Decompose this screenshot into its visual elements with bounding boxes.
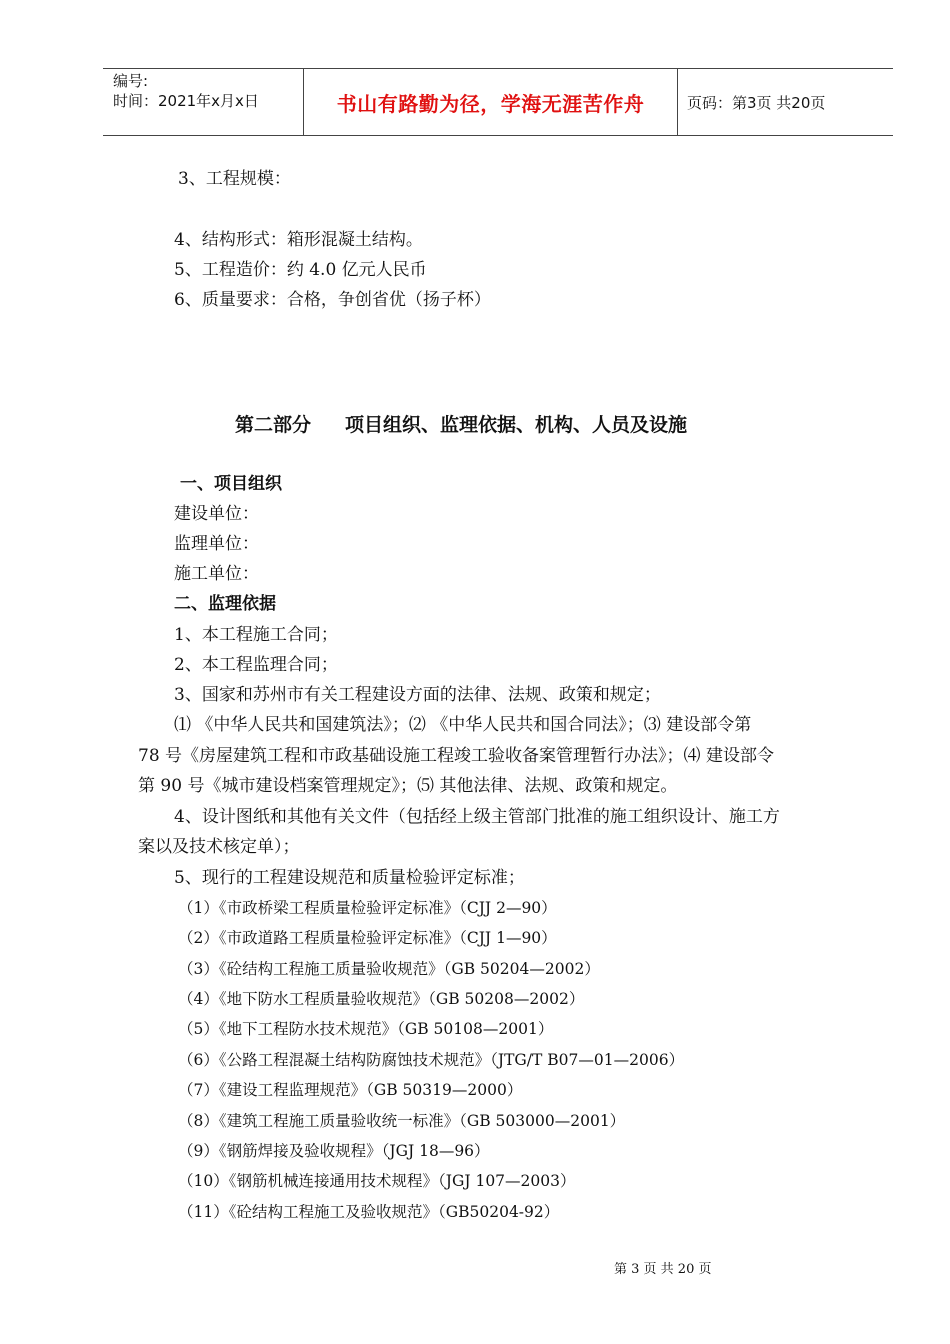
basis-item: 1、本工程施工合同； xyxy=(174,625,338,645)
builder-label: 建设单位： xyxy=(174,504,259,524)
standard-item: （4）《地下防水工程质量验收规范》（GB 50208—2002） xyxy=(178,990,585,1008)
header-divider xyxy=(677,69,678,135)
standard-item: （6）《公路工程混凝土结构防腐蚀技术规范》（JTG/T B07—01—2006） xyxy=(178,1051,685,1069)
time-label: 时间：2021年x月x日 xyxy=(113,92,259,110)
standard-item: （7）《建设工程监理规范》（GB 50319—2000） xyxy=(178,1081,523,1099)
basis-item-4-line: 案以及技术核定单）； xyxy=(138,837,300,857)
standard-item: （1）《市政桥梁工程质量检验评定标准》（CJJ 2—90） xyxy=(178,899,557,917)
section-heading-basis: 二、监理依据 xyxy=(174,594,276,614)
overview-item-4: 4、结构形式：箱形混凝土结构。 xyxy=(174,230,423,250)
part-number: 第二部分 xyxy=(235,414,312,436)
standard-item: （8）《建筑工程施工质量验收统一标准》（GB 503000—2001） xyxy=(178,1112,626,1130)
part-title xyxy=(235,410,687,437)
supervisor-label: 监理单位： xyxy=(174,534,259,554)
standard-item: （5）《地下工程防水技术规范》（GB 50108—2001） xyxy=(178,1020,554,1038)
basis-item: 2、本工程监理合同； xyxy=(174,655,338,675)
basis-item: 3、国家和苏州市有关工程建设方面的法律、法规、政策和规定； xyxy=(174,685,661,705)
overview-item-5: 5、工程造价：约 4.0 亿元人民币 xyxy=(174,260,427,280)
standard-item: （11）《砼结构工程施工及验收规范》（GB50204-92） xyxy=(178,1203,560,1221)
standard-item: （10）《钢筋机械连接通用技术规程》（JGJ 107—2003） xyxy=(178,1172,576,1190)
page-header xyxy=(103,68,893,136)
standard-item: （9）《钢筋焊接及验收规程》（JGJ 18—96） xyxy=(178,1142,490,1160)
section-heading-organization: 一、项目组织 xyxy=(180,474,282,494)
header-page-number: 页码：第3页 共20页 xyxy=(687,93,826,112)
overview-item-3: 3、工程规模： xyxy=(178,169,291,189)
constructor-label: 施工单位： xyxy=(174,564,259,584)
laws-line: ⑴ 《中华人民共和国建筑法》；⑵ 《中华人民共和国合同法》；⑶ 建设部令第 xyxy=(174,715,752,735)
header-motto: 书山有路勤为径，学海无涯苦作舟 xyxy=(336,91,645,116)
laws-line: 78 号《房屋建筑工程和市政基础设施工程竣工验收备案管理暂行办法》；⑷ 建设部令 xyxy=(138,746,774,766)
standard-item: （3）《砼结构工程施工质量验收规范》（GB 50204—2002） xyxy=(178,960,600,978)
number-label: 编号: xyxy=(113,72,149,90)
standard-item: （2）《市政道路工程质量检验评定标准》（CJJ 1—90） xyxy=(178,929,557,947)
page-footer: 第 3 页 共 20 页 xyxy=(614,1262,712,1277)
header-meta xyxy=(103,69,303,135)
laws-line: 第 90 号《城市建设档案管理规定》；⑸ 其他法律、法规、政策和规定。 xyxy=(138,776,678,796)
basis-item-4-line: 4、设计图纸和其他有关文件（包括经上级主管部门批准的施工组织设计、施工方 xyxy=(174,807,780,827)
overview-item-6: 6、质量要求：合格，争创省优（扬子杯） xyxy=(174,290,491,310)
basis-item-5: 5、现行的工程建设规范和质量检验评定标准； xyxy=(174,868,525,888)
part-heading: 项目组织、监理依据、机构、人员及设施 xyxy=(345,414,688,436)
